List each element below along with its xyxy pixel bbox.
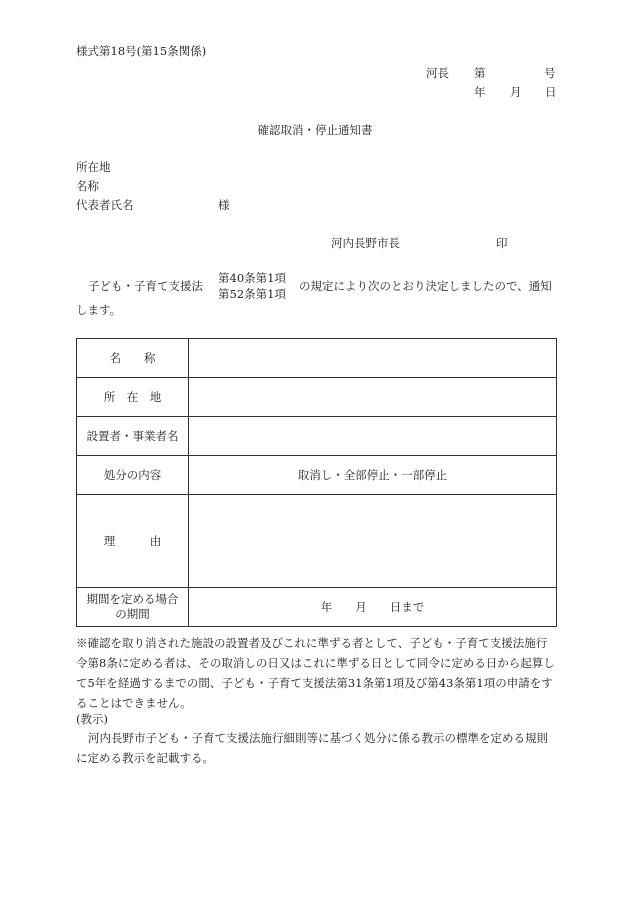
document-title: 確認取消・停止通知書: [257, 123, 373, 137]
table-row: [77, 417, 557, 456]
row-label-disposition: 処分の内容: [77, 456, 189, 495]
address-label: 所在地: [76, 160, 111, 174]
date-year: 年: [474, 85, 486, 99]
ref-office: 河長: [426, 66, 449, 80]
sender-name: 河内長野市長: [331, 236, 400, 250]
table-row: [77, 456, 557, 495]
notice-table: [76, 338, 557, 627]
form-number: 様式第18号(第15条関係): [76, 44, 207, 58]
body-tail-2: します。: [76, 303, 122, 317]
table-row: [77, 378, 557, 417]
instruction-text: 河内長野市子ども・子育て支援法施行細則等に基づく処分に係る教示の標準を定める規則に定める教示を記載する。: [76, 731, 548, 765]
legal-note: ※確認を取り消された施設の設置者及びこれに準ずる者として、子ども・子育て支援法施行令第8条に定める者は、その取消しの日又はこれに準ずる日として同令に定める日から起算して5年を経過するまでの間、子ども・子育て支援法第31条第1項及び第43条第1項の申請をすることはできません。: [76, 636, 555, 710]
table-row: [77, 339, 557, 378]
row-label-period: 期間を定める場合の期間: [77, 588, 189, 627]
ref-go: 号: [544, 66, 556, 80]
row-value-period: 年 月 日まで: [189, 588, 557, 627]
article-option-1: 第40条第1項: [218, 271, 286, 285]
row-value-operator: [189, 417, 557, 456]
row-label-operator: 設置者・事業者名: [77, 417, 189, 456]
date-month: 月: [510, 85, 522, 99]
body-lead: 子ども・子育て支援法: [88, 279, 203, 293]
row-label-name: 名 称: [77, 339, 189, 378]
article-option-2: 第52条第1項: [218, 287, 286, 301]
row-value-address: [189, 378, 557, 417]
date-day: 日: [545, 85, 557, 99]
row-value-reason: [189, 495, 557, 588]
row-label-address: 所 在 地: [77, 378, 189, 417]
honorific: 様: [218, 198, 230, 212]
name-label: 名称: [76, 179, 99, 193]
table-row: [77, 495, 557, 588]
row-value-name: [189, 339, 557, 378]
body-tail: の規定により次のとおり決定しましたので、通知: [299, 279, 552, 293]
instruction-heading: (教示): [76, 712, 108, 726]
row-value-disposition: 取消し・全部停止・一部停止: [189, 456, 557, 495]
table-row: [77, 588, 557, 627]
ref-dai: 第: [474, 66, 486, 80]
row-label-reason: 理 由: [77, 495, 189, 588]
representative-label: 代表者氏名: [76, 198, 134, 212]
seal-mark: 印: [496, 236, 508, 250]
